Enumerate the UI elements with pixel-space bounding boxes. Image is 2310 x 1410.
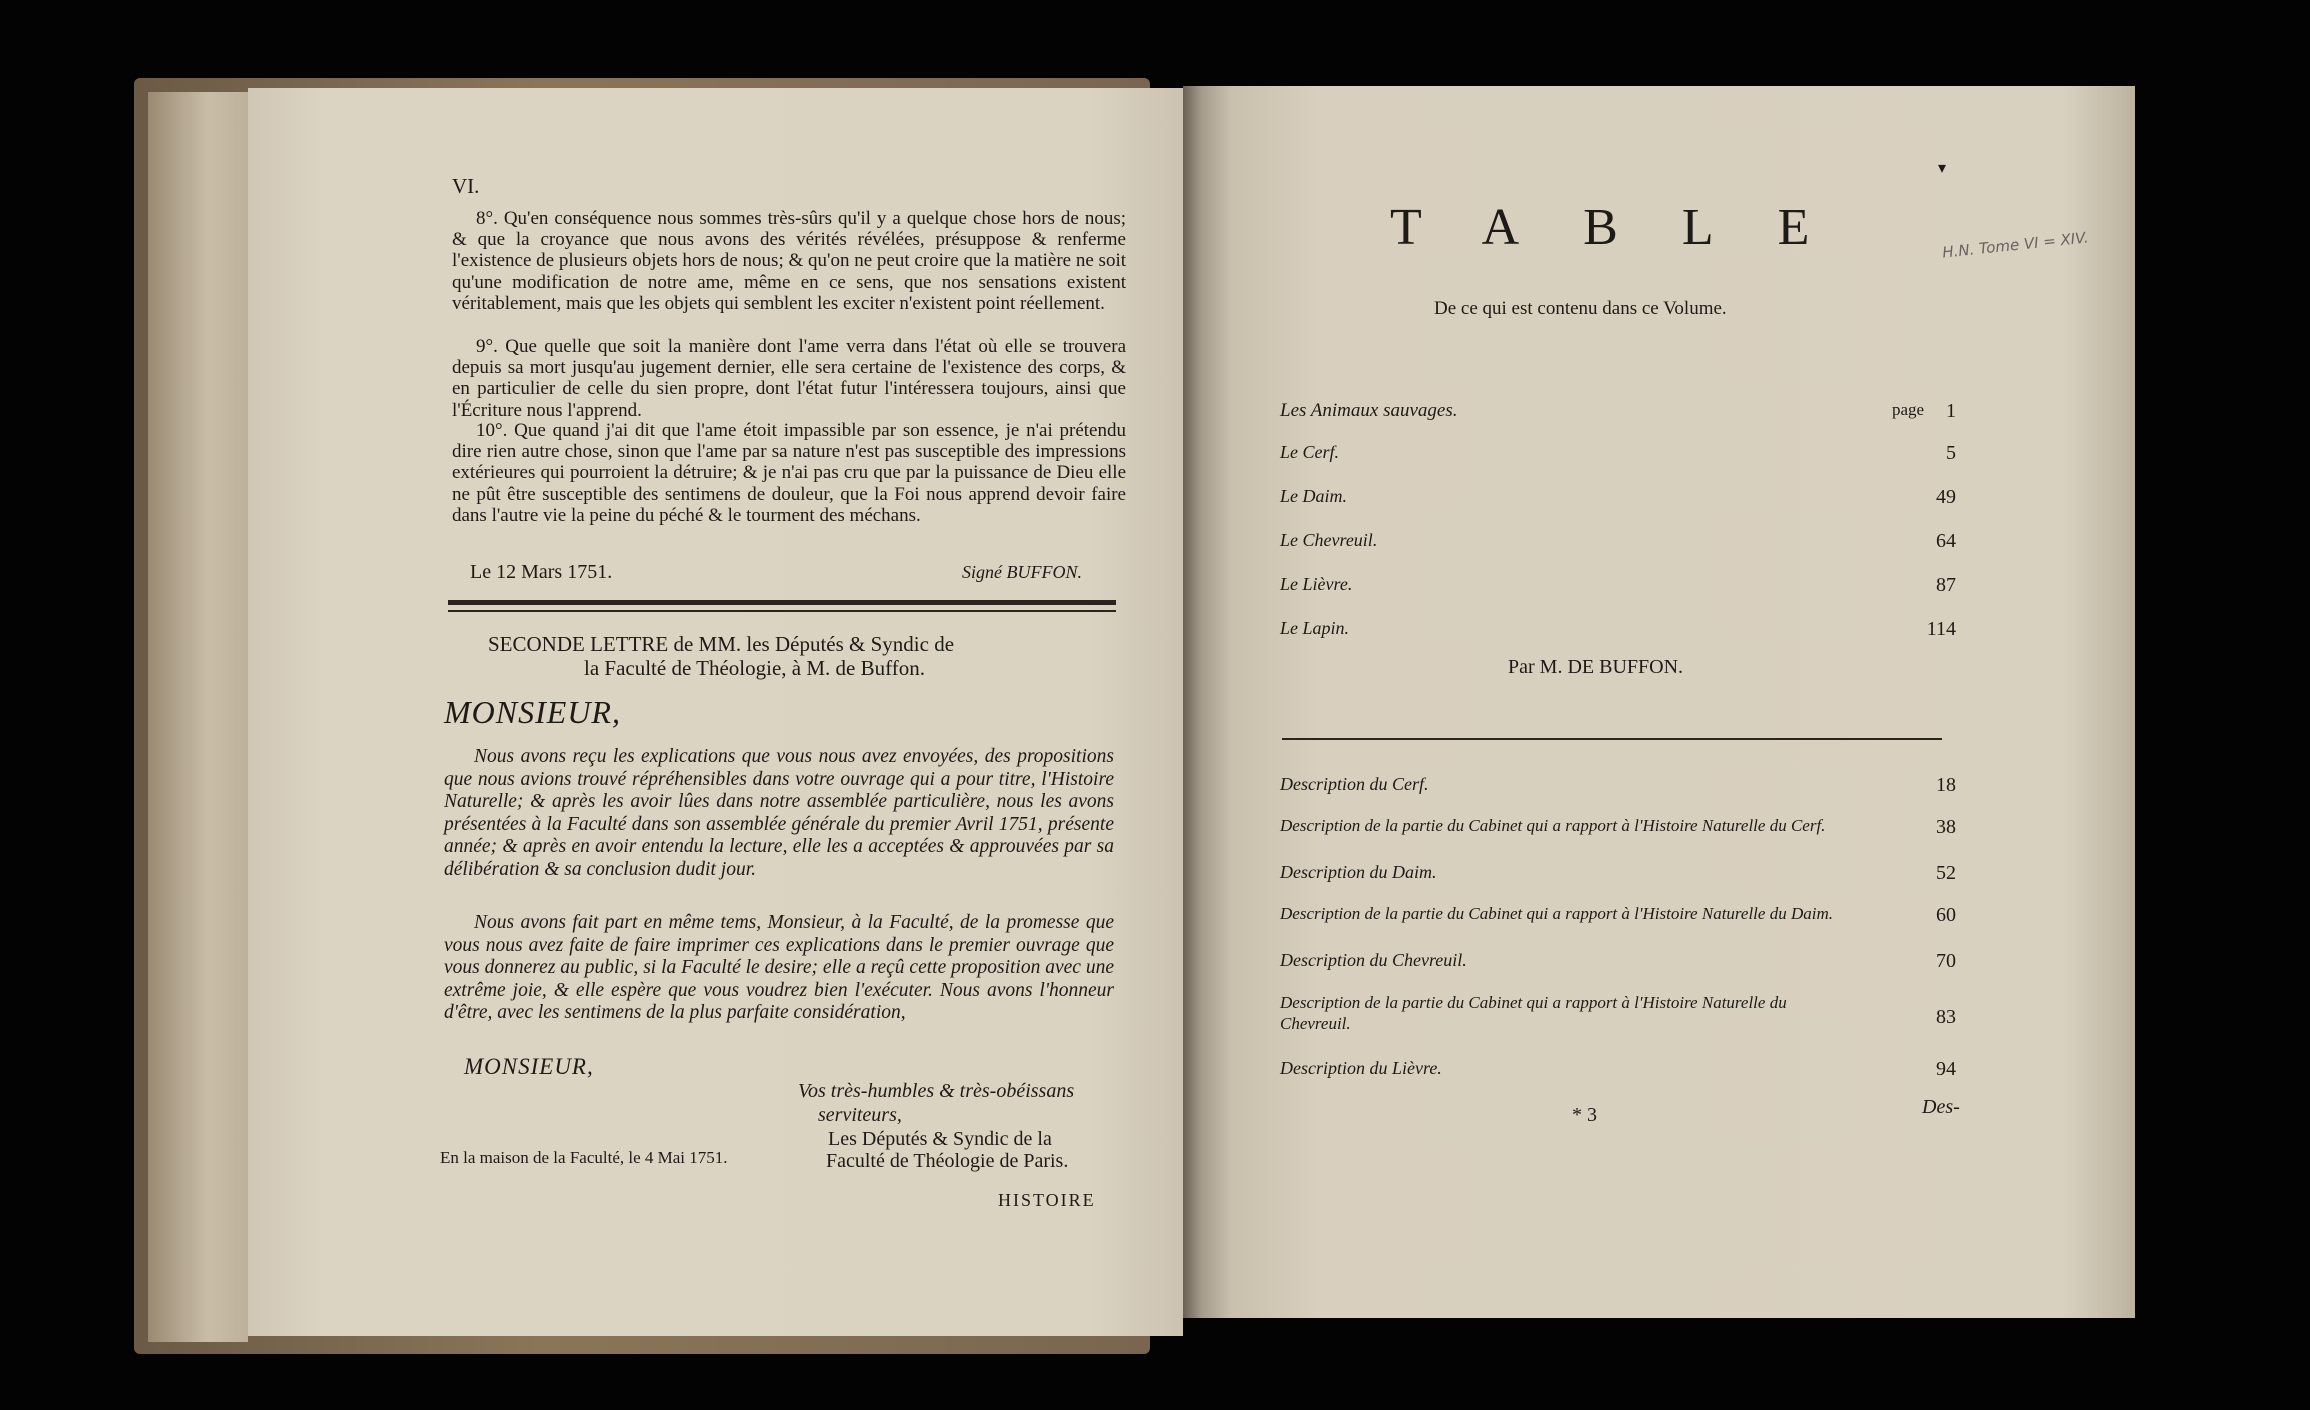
toc-entry: Le Daim. 49 xyxy=(1280,486,1956,508)
place-and-date: En la maison de la Faculté, le 4 Mai 1751. xyxy=(440,1148,728,1167)
page-column-header: page xyxy=(1892,400,1925,419)
left-page-number: VI. xyxy=(452,174,480,198)
paragraph-10: 10°. Que quand j'ai dit que l'ame étoit impassible par son essence, je n'ai prétendu dire rien autre chose, sinon que l'ame par sa nature n'est pas susceptible des impressions extérieures qui pourroient la détruire; & je n'ai pas cru que par la puissance de Dieu elle ne pût être susceptible des sentimens de douleur, que la Foi nous apprend devoir faire dans l'autre vie la peine du péché & le tourment des méchans. xyxy=(452,420,1126,526)
table-subtitle: De ce qui est contenu dans ce Volume. xyxy=(1434,298,1727,319)
letter-date: Le 12 Mars 1751. xyxy=(470,561,613,583)
right-page xyxy=(1229,86,2135,1318)
book-edge xyxy=(148,92,248,1342)
letter-heading-line-1: SECONDE LETTRE de MM. les Députés & Syndic de xyxy=(488,632,955,656)
toc-entry: Description du Cerf. 18 xyxy=(1280,774,1956,796)
letter-paragraph-1: Nous avons reçu les explications que vous nous avez envoyées, des propositions que nous avions trouvé répréhensibles dans votre ouvrage qui a pour titre, l'Histoire Naturelle; & après les avoir lûes dans notre assemblée particulière, nous les avons présentées à la Faculté dans son assemblée générale du premier Avril 1751, présente année; & après en avoir entendu la lecture, elle les a acceptées & approuvées par sa délibération & sa conclusion dudit jour. xyxy=(444,746,1114,880)
author-line: Par M. DE BUFFON. xyxy=(1508,656,1684,678)
letter-signature: Signé BUFFON. xyxy=(962,562,1082,582)
toc-entry: Le Lièvre. 87 xyxy=(1280,574,1956,596)
toc-entry: Les Animaux sauvages. 1 xyxy=(1280,400,1956,422)
toc-entry: Description de la partie du Cabinet qui a rapport à l'Histoire Naturelle du Daim. 60 xyxy=(1280,904,1956,926)
toc-entry: Le Chevreuil. 64 xyxy=(1280,530,1956,552)
signature-mark: * 3 xyxy=(1572,1104,1597,1126)
toc-entry: Le Lapin. 114 xyxy=(1280,618,1956,640)
paragraph-8: 8°. Qu'en conséquence nous sommes très-sûrs qu'il y a quelque chose hors de nous; & que la croyance que nous avons des vérités révélées, présuppose & renferme l'existence de plusieurs objets hors de nous; & qu'on ne peut croire que la matière ne soit qu'une modification de notre ame, même en ce sens, que nos sensations existent véritablement, mais que les objets qui semblent les exciter n'existent point réellement. xyxy=(452,208,1126,314)
letter-paragraph-2: Nous avons fait part en même tems, Monsieur, à la Faculté, de la promesse que vous nous avez faite de faire imprimer ces explications dans le premier ouvrage que vous donnerez au public, si la Faculté le desire; elle a reçû cette proposition avec une extrême joie, & elle espère que vous voudrez bien l'exécuter. Nous avons l'honneur d'être, avec les sentimens de la plus parfaite considération, xyxy=(444,912,1114,1023)
book-gutter xyxy=(1183,86,1229,1318)
table-title: TABLE xyxy=(1390,199,1874,256)
closing-line-2: serviteurs, xyxy=(818,1104,902,1126)
marginal-mark: ▾ xyxy=(1938,160,1947,177)
section-rule xyxy=(1282,738,1942,740)
double-rule-bottom xyxy=(448,610,1116,612)
salutation: MONSIEUR, xyxy=(444,694,621,730)
handwritten-note: H.N. Tome VI = XIV. xyxy=(1941,228,2090,262)
toc-entry: Le Cerf. 5 xyxy=(1280,442,1956,464)
double-rule-top xyxy=(448,600,1116,605)
closing-salutation: MONSIEUR, xyxy=(464,1054,594,1079)
letter-heading-line-2: la Faculté de Théologie, à M. de Buffon. xyxy=(584,656,925,680)
paragraph-9: 9°. Que quelle que soit la manière dont l'ame verra dans l'état où elle se trouvera depuis sa mort jusqu'au jugement dernier, elle sera certaine de l'existence des corps, & en particulier de celle du sien propre, dont l'état futur l'intéressera toujours, ainsi que l'Écriture nous l'apprend. xyxy=(452,336,1126,421)
toc-entry: Description de la partie du Cabinet qui a rapport à l'Histoire Naturelle du Cerf. 38 xyxy=(1280,816,1956,838)
toc-entry: Description du Chevreuil. 70 xyxy=(1280,950,1956,972)
right-catchword: Des- xyxy=(1922,1096,1960,1118)
closing-line-1: Vos très-humbles & très-obéissans xyxy=(798,1080,1075,1102)
closing-line-4: Faculté de Théologie de Paris. xyxy=(826,1150,1069,1172)
toc-entry: Description de la partie du Cabinet qui a rapport à l'Histoire Naturelle du Chevreuil. 83 xyxy=(1280,993,1956,1033)
toc-entry: Description du Daim. 52 xyxy=(1280,862,1956,884)
closing-line-3: Les Députés & Syndic de la xyxy=(828,1128,1052,1150)
left-catchword: HISTOIRE xyxy=(998,1190,1096,1210)
toc-entry: Description du Lièvre. 94 xyxy=(1280,1058,1956,1080)
